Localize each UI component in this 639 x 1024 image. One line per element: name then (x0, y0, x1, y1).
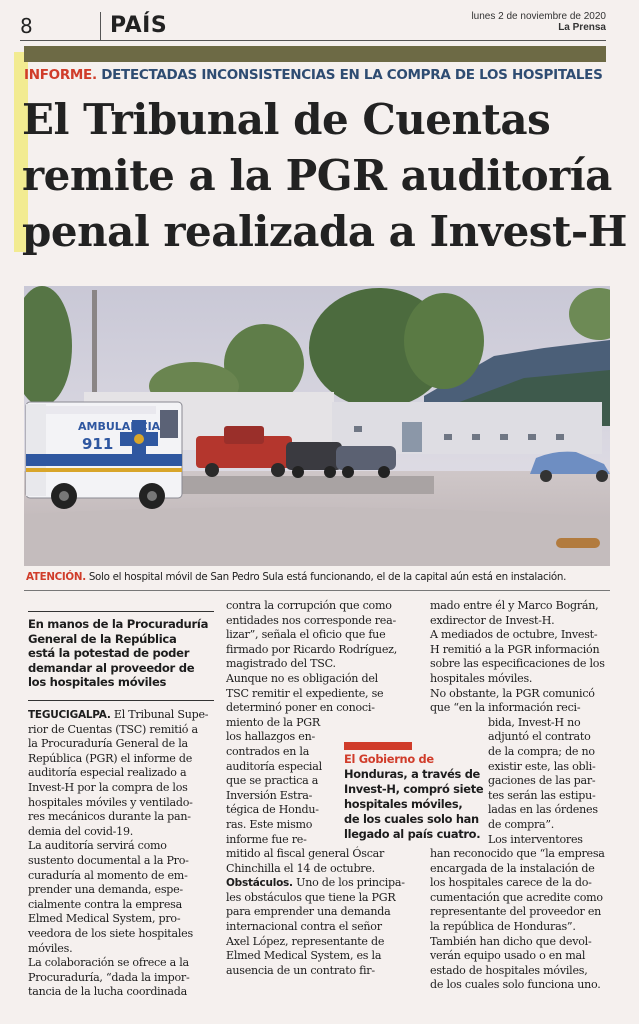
text-line: representante del proveedor en (430, 905, 602, 919)
text-line: entidades nos corresponde rea- (226, 613, 396, 627)
text-line: contrados en la (226, 744, 310, 758)
text-line (28, 708, 214, 723)
text-line: tes serán las estipu- (488, 788, 596, 802)
headline (22, 92, 627, 260)
kicker (24, 67, 603, 83)
text-line: que “en la información reci- (430, 701, 581, 715)
pull-quote-line: Honduras, a través de (344, 767, 480, 781)
text-line: Procuraduría, “dada la impor- (28, 970, 190, 984)
text-line: No obstante, la PGR comunicó (430, 686, 595, 700)
text-line: contra la corrupción que como (226, 599, 392, 612)
text-line: la Procuraduría General de la (28, 737, 188, 751)
text-line: exdirector de Invest-H. (430, 613, 555, 627)
text-line: gaciones de las par- (488, 774, 596, 788)
page-number: 8 (20, 14, 33, 38)
pole (92, 290, 97, 400)
text-line: ausencia de un contrato fir- (226, 963, 375, 977)
text-line: bida, Invest-H no (488, 715, 581, 729)
kicker-text: DETECTADAS INCONSISTENCIAS EN LA COMPRA DE LOS HOSPITALES (101, 67, 603, 83)
text-line: adjuntó el contrato (488, 730, 591, 744)
pull-quote-line: de los cuales solo han (344, 812, 479, 826)
deck-line: los hospitales móviles (28, 675, 167, 690)
grey-car (336, 446, 396, 470)
photo-caption (26, 571, 612, 583)
text-line: Elmed Medical System, es la (226, 949, 382, 963)
text-line: verán equipo usado o en mal (430, 949, 586, 963)
kicker-label: INFORME. (24, 67, 97, 83)
text-line: Invest-H por la compra de los (28, 780, 188, 794)
headline-line: penal realizada a Invest-H (22, 207, 627, 256)
text-line: Elmed Medical System, pro- (28, 912, 181, 926)
pull-quote (344, 752, 486, 842)
deck-line: En manos de la Procuraduría (28, 617, 209, 631)
text-fragment: El Tribunal Supe- (110, 708, 209, 721)
text-line: TSC remitir el expediente, se (226, 686, 384, 700)
text-line: auditoría especial (226, 759, 322, 773)
text-line: La colaboración se ofrece a la (28, 956, 189, 970)
text-line: informe fue re- (226, 832, 307, 846)
dateline: TEGUCIGALPA. (28, 709, 111, 721)
subhead: Obstáculos. (226, 877, 293, 890)
text-line: la república de Honduras”. (430, 920, 576, 934)
text-line: La auditoría servirá como (28, 839, 167, 853)
text-line: existir este, las obli- (488, 759, 596, 773)
caption-rule (24, 590, 610, 591)
pull-quote-line: Invest-H, compró siete (344, 782, 484, 796)
headline-line: remite a la PGR auditoría (22, 151, 612, 200)
text-line: los hospitales carece de la do- (430, 876, 592, 890)
dark-suv (286, 442, 342, 470)
pull-quote-line: hospitales móviles, (344, 797, 463, 811)
ambulance-label: AMBULANCIA (78, 420, 161, 433)
text-line: res mecánicos durante la pan- (28, 810, 191, 824)
news-photo (24, 286, 610, 566)
pull-quote-bar (344, 742, 412, 750)
text-line: internacional contra el señor (226, 920, 382, 934)
text-line: para emprender una demanda (226, 905, 391, 919)
text-line: firmado por Ricardo Rodríguez, (226, 642, 398, 656)
caption-label: ATENCIÓN. (26, 571, 86, 583)
section-title: PAÍS (110, 13, 168, 38)
text-line: les obstáculos que tiene la PGR (226, 890, 396, 904)
text-line: A mediados de octubre, Invest- (430, 628, 598, 642)
text-line: de la compra; de no (488, 744, 595, 758)
paragraph (226, 599, 414, 672)
deck-rule (28, 611, 214, 612)
gravel (174, 476, 434, 494)
paragraph (226, 876, 414, 978)
text-fragment: Uno de los principa- (292, 876, 405, 890)
header-rule (20, 40, 606, 41)
paragraph (430, 833, 612, 935)
deck-line: demandar al proveedor de (28, 660, 195, 675)
pull-quote-lead: El Gobierno de (344, 752, 434, 766)
text-line: determinó poner en conoci- (226, 701, 375, 715)
text-line: hospitales móviles y ventilado- (28, 795, 193, 809)
text-line: República (PGR) el informe de (28, 751, 193, 765)
caption-text: Solo el hospital móvil de San Pedro Sula está funcionando, el de la capital aún está en instalación. (88, 571, 567, 583)
tree (404, 293, 484, 389)
issue-date: lunes 2 de noviembre de 2020 (471, 11, 606, 22)
text-line: lizar”, señala el oficio que fue (226, 628, 386, 642)
deck-rule (28, 700, 214, 701)
text-line: tégica de Hondu- (226, 803, 319, 817)
deck (28, 617, 214, 690)
text-line: los hallazgos en- (226, 730, 315, 744)
text-line: veedora de los siete hospitales (28, 926, 193, 940)
text-line: Inversión Estra- (226, 788, 313, 802)
text-line: mado entre él y Marco Bográn, (430, 599, 599, 612)
text-line: cialmente contra la empresa (28, 897, 182, 911)
text-line: de los cuales solo funciona uno. (430, 978, 601, 992)
deck-line: está la potestad de poder (28, 646, 190, 661)
text-line: prender una demanda, espe- (28, 883, 183, 897)
paragraph (28, 956, 214, 1000)
door (402, 422, 422, 452)
text-line: tancia de la lucha coordinada (28, 985, 187, 999)
text-line: encargada de la instalación de (430, 861, 595, 875)
text-line (226, 876, 414, 891)
text-line: H remitió a la PGR información (430, 642, 600, 656)
pull-quote-line: llegado al país cuatro. (344, 827, 481, 841)
headline-line: El Tribunal de Cuentas (22, 95, 551, 144)
paragraph (28, 839, 214, 956)
paragraph (430, 599, 612, 628)
newspaper-name: La Prensa (558, 22, 606, 33)
text-line: magistrado del TSC. (226, 657, 336, 671)
header-divider (100, 12, 101, 40)
text-line: sustento documental a la Pro- (28, 853, 189, 867)
manhole (556, 538, 600, 548)
text-line: Axel López, representante de (226, 934, 385, 948)
text-line: demia del covid-19. (28, 824, 134, 838)
article-column-1 (28, 708, 214, 1000)
text-line: auditoría especial realizado a (28, 766, 187, 780)
paragraph (430, 935, 612, 993)
text-line: También han dicho que devol- (430, 934, 592, 948)
text-line: mitido al fiscal general Óscar (226, 847, 385, 861)
text-line: cumentación que acredite como (430, 890, 603, 904)
text-line: Los interventores (488, 832, 583, 846)
banner-bar (24, 46, 606, 62)
text-line: curaduría al momento de em- (28, 868, 188, 882)
text-line: móviles. (28, 941, 73, 955)
text-line: que se practica a (226, 774, 319, 788)
text-line: miento de la PGR (226, 715, 321, 729)
text-line: ras. Este mismo (226, 817, 313, 831)
ambulance-number: 911 (82, 435, 114, 453)
ambulance (26, 402, 182, 509)
text-line: hospitales móviles. (430, 671, 533, 685)
text-line: han reconocido que “la empresa (430, 847, 605, 861)
text-line: de compra”. (488, 817, 555, 831)
deck-line: General de la República (28, 631, 177, 646)
road-shadow (24, 507, 610, 566)
text-line: ladas en las órdenes (488, 803, 598, 817)
text-line: sobre las especificaciones de los (430, 657, 605, 671)
text-line: rior de Cuentas (TSC) remitió a (28, 722, 198, 736)
paragraph (28, 708, 214, 839)
text-line: estado de hospitales móviles, (430, 963, 588, 977)
paragraph (430, 628, 612, 686)
text-line: Chinchilla el 14 de octubre. (226, 861, 375, 875)
text-line: Aunque no es obligación del (226, 671, 378, 685)
